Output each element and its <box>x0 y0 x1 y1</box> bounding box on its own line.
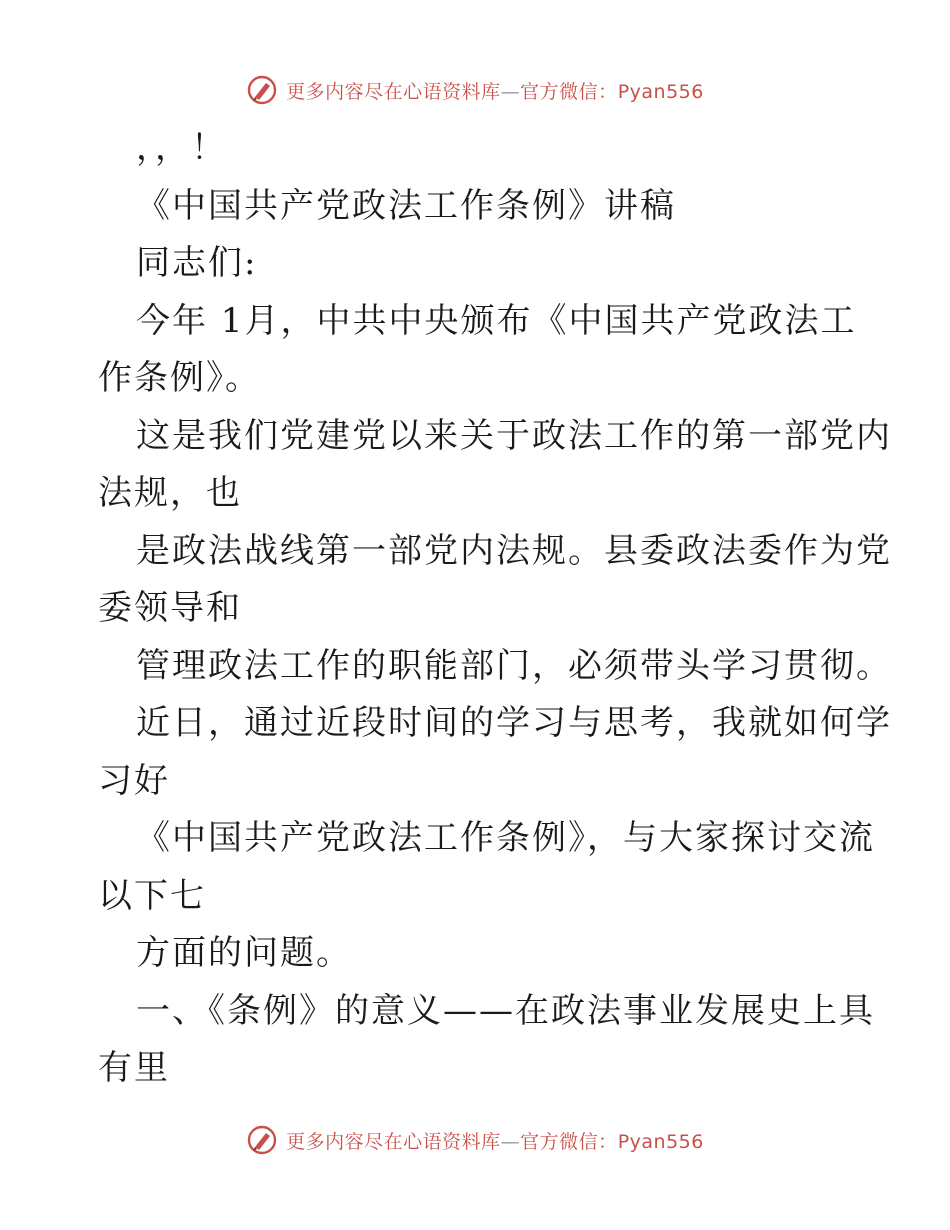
footer-watermark <box>0 1120 950 1160</box>
pen-logo-icon <box>246 74 278 106</box>
text-line: 作条例》。 <box>98 358 261 398</box>
watermark-wechat-label: 官方微信： <box>520 80 618 103</box>
text-line: 《中国共产党政法工作条例》，与大家探讨交流 <box>136 818 875 858</box>
text-line: 《中国共产党政法工作条例》讲稿 <box>136 185 676 226</box>
header-watermark <box>0 70 950 110</box>
text-line: 委领导和 <box>98 588 242 628</box>
watermark-main: 更多内容尽在心语资料库 <box>286 80 501 103</box>
watermark-separator: — <box>500 1130 521 1153</box>
document-body <box>98 120 892 1098</box>
text-line: 是政法战线第一部党内法规。县委政法委作为党 <box>136 530 892 571</box>
text-line: 同志们: <box>136 243 258 283</box>
pen-logo-icon <box>246 1124 278 1156</box>
text-line: 管理政法工作的职能部门，必须带头学习贯彻。 <box>136 645 892 686</box>
text-line: 一、《条例》的意义——在政法事业发展史上具 <box>136 990 875 1031</box>
watermark-wechat-id: Pyan556 <box>617 1130 704 1153</box>
text-line: 今年 1月，中共中央颁布《中国共产党政法工 <box>136 300 857 341</box>
text-line: 有里 <box>98 1048 170 1088</box>
text-line: ，，！ <box>136 128 227 168</box>
text-line: 以下七 <box>98 875 206 916</box>
watermark-wechat-label: 官方微信： <box>520 1130 618 1153</box>
text-line: 这是我们党建党以来关于政法工作的第一部党内 <box>136 415 892 456</box>
watermark-separator: — <box>500 80 521 103</box>
watermark-text <box>286 77 704 104</box>
watermark-wechat-id: Pyan556 <box>617 80 704 103</box>
text-line: 近日，通过近段时间的学习与思考，我就如何学 <box>136 703 892 743</box>
text-line: 习好 <box>98 760 170 801</box>
watermark-text <box>286 1127 704 1154</box>
text-line: 法规，也 <box>98 473 242 513</box>
text-line: 方面的问题。 <box>136 933 352 973</box>
watermark-main: 更多内容尽在心语资料库 <box>286 1130 501 1153</box>
